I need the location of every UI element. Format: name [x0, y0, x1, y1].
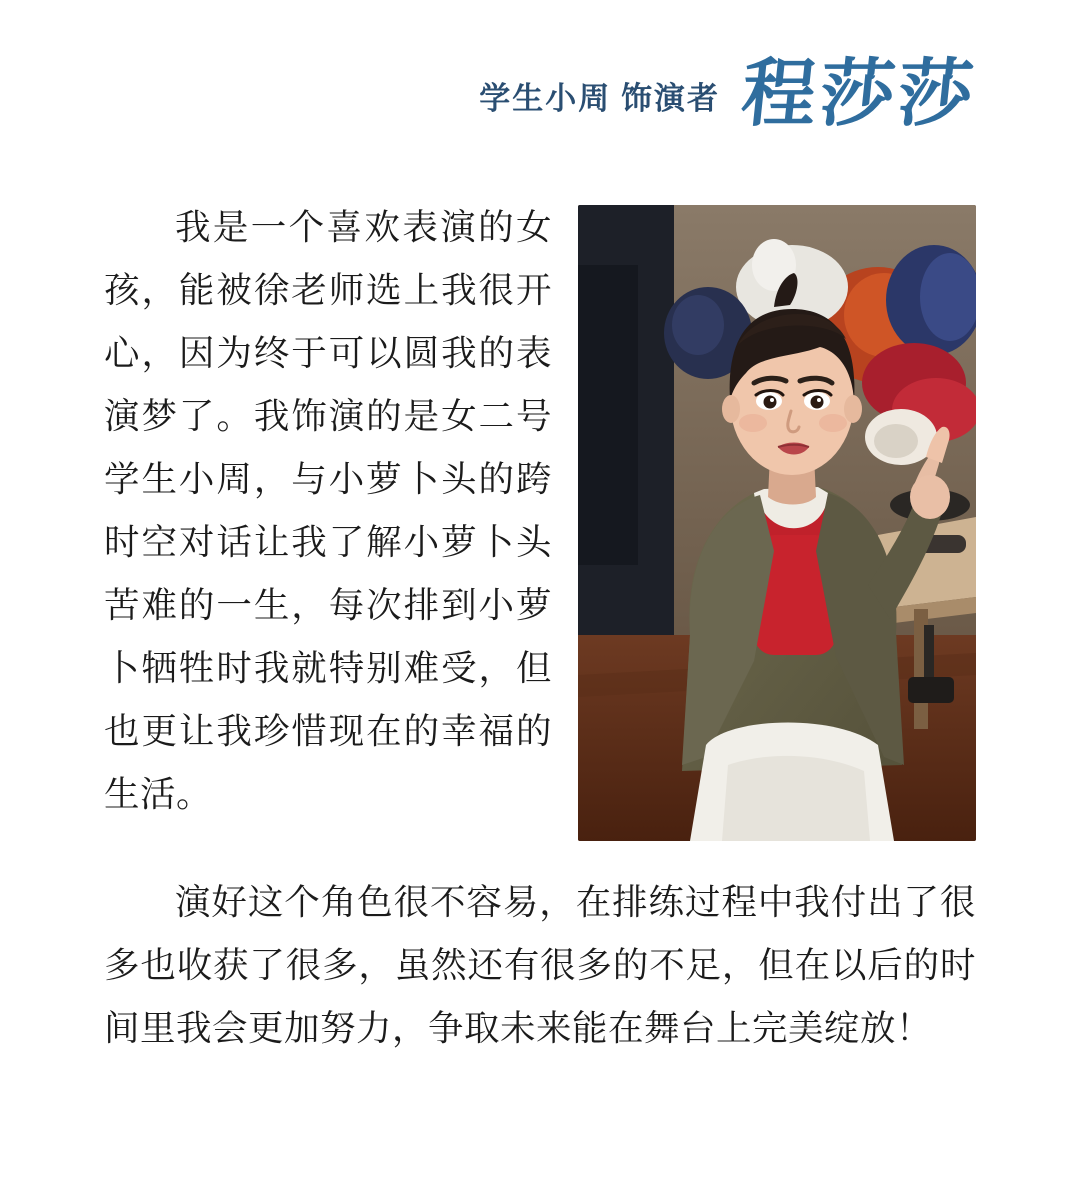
article-paragraph-2: 演好这个角色很不容易，在排练过程中我付出了很多也收获了很多，虽然还有很多的不足，但在以后的时间里我会更加努力，争取未来能在舞台上完美绽放！: [104, 882, 976, 1048]
page-header: [479, 54, 981, 136]
portrait-photo-graphic: [578, 205, 976, 841]
paragraph-one-block: [104, 196, 976, 855]
portrait-photo: [578, 205, 976, 841]
article-paragraph-1: 我是一个喜欢表演的女孩，能被徐老师选上我很开心，因为终于可以圆我的表演梦了。我饰演的是女二号学生小周，与小萝卜头的跨时空对话让我了解小萝卜头苦难的一生，每次排到小萝卜牺牲时我就特别难受，但也更让我珍惜现在的幸福的生活。: [104, 207, 552, 814]
article-content: [104, 196, 976, 1060]
actor-name: 程莎莎: [737, 54, 981, 136]
role-label: 学生小周 饰演者: [479, 81, 720, 116]
